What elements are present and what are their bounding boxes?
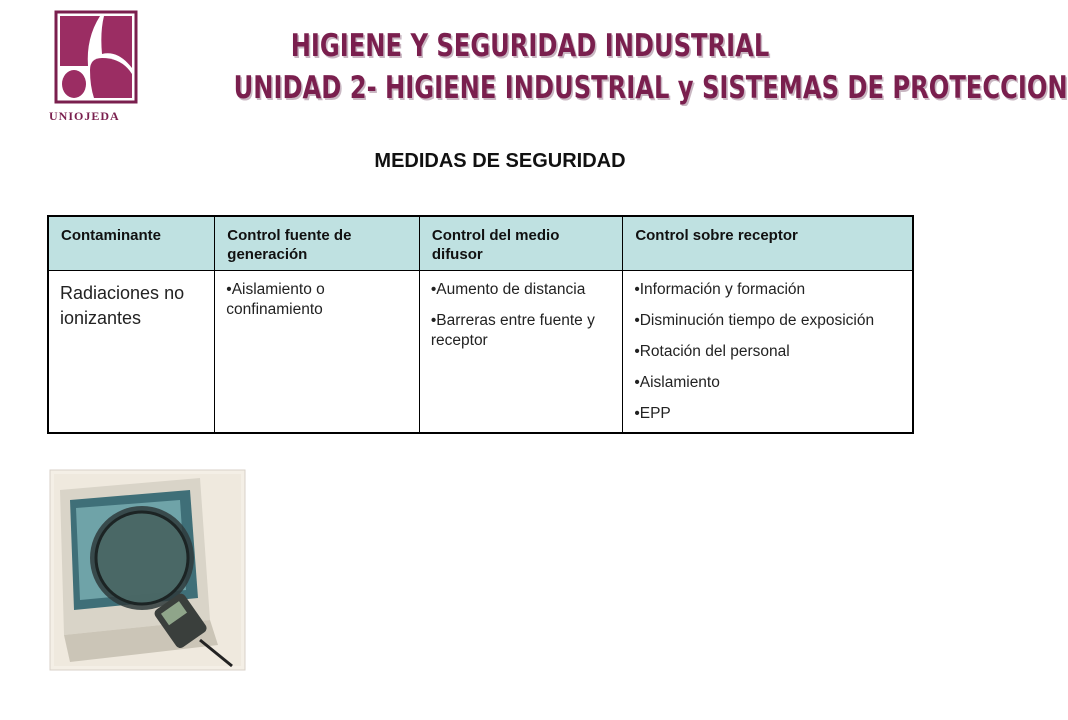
medium-control-cell	[419, 271, 622, 434]
contaminant-cell: Radiaciones no ionizantes	[48, 271, 215, 434]
list-item: •EPP	[634, 405, 671, 422]
column-header: Control sobre receptor	[623, 216, 913, 271]
source-control-cell	[215, 271, 420, 434]
safety-measures-table	[47, 215, 914, 434]
list-item: •Barreras entre fuente y receptor	[430, 312, 595, 349]
unit-title: UNIDAD 2- HIGIENE INDUSTRIAL y SISTEMAS DE PROTECCION	[233, 70, 1068, 106]
receptor-control-cell	[623, 271, 913, 434]
column-header: Control del medio difusor	[419, 216, 622, 271]
column-header: Contaminante	[48, 216, 215, 271]
page-subtitle: MEDIDAS DE SEGURIDAD	[374, 150, 626, 172]
list-item: •Información y formación	[634, 281, 806, 298]
list-item: •Aumento de distancia	[430, 281, 586, 298]
logo-caption: UNIOJEDA	[49, 109, 120, 123]
radiation-meter-photo	[50, 470, 245, 670]
column-header: Control fuente de generación	[215, 216, 420, 271]
list-item: •Disminución tiempo de exposición	[634, 312, 875, 329]
course-title: HIGIENE Y SEGURIDAD INDUSTRIAL	[290, 28, 770, 64]
list-item: •Aislamiento	[634, 374, 720, 391]
table-header-row	[48, 216, 913, 271]
list-item: •Rotación del personal	[634, 343, 790, 360]
table-row	[48, 271, 913, 434]
list-item: •Aislamiento o confinamiento	[226, 281, 325, 318]
